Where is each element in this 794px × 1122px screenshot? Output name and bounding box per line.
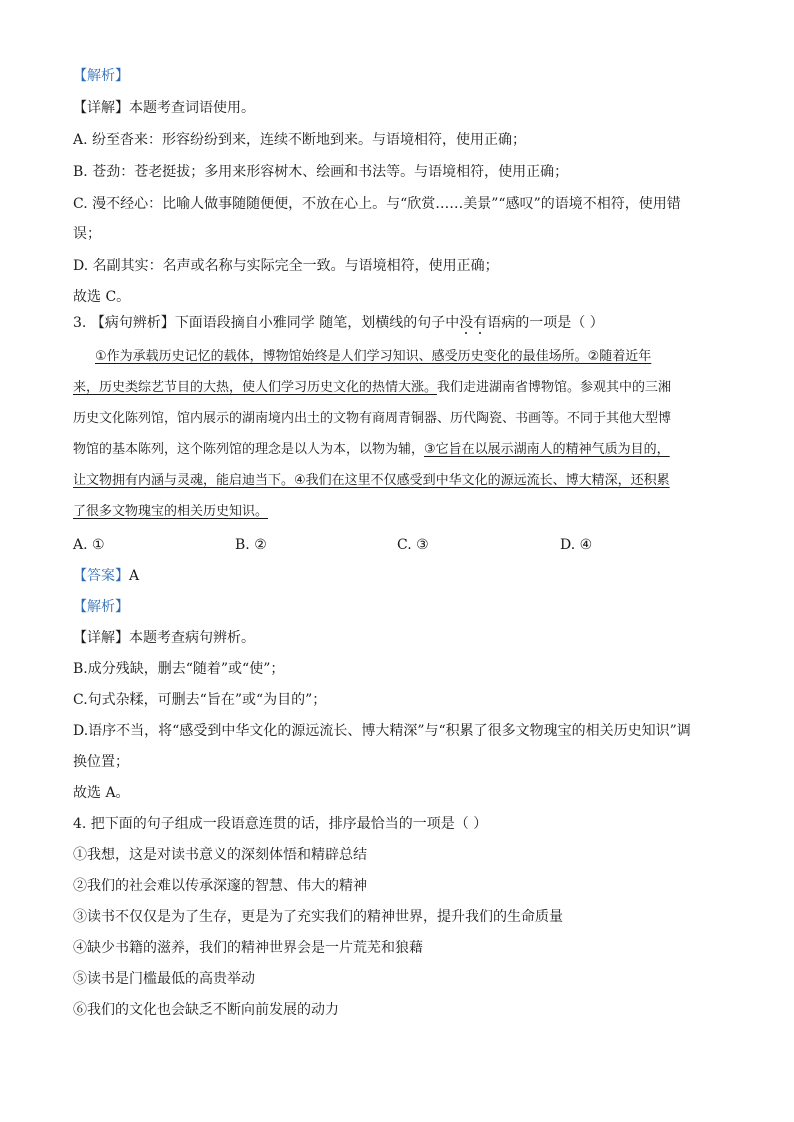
- detail-line: 【详解】本题考查病句辨析。: [73, 630, 255, 646]
- emphasis-char: 没: [459, 315, 474, 331]
- question-4-stem: 4. 把下面的句子组成一段语意连贯的话，排序最恰当的一项是（ ）: [73, 816, 488, 832]
- answer-line: [73, 566, 733, 586]
- answer-tag: 【答案】: [73, 568, 129, 584]
- option-a: A. ①: [73, 537, 105, 553]
- sentence-item: ②我们的社会难以传承深邃的智慧、伟大的精神: [73, 878, 367, 894]
- passage-line: [73, 440, 670, 460]
- answer-value: A: [129, 568, 140, 584]
- detail-line: 【详解】本题考查词语使用。: [73, 100, 255, 116]
- explanation-d: D. 名副其实：名声或名称与实际完全一致。与语境相符，使用正确；: [73, 258, 499, 274]
- explanation-d-cont: 换位置；: [73, 754, 129, 770]
- stem-text-a: 下面语段摘自小雅同学 随笔，划横线的句子中: [174, 315, 460, 331]
- underlined-sentence: ④我们在这里不仅感受到中华文化的源远流长、博大精深，还积累: [294, 473, 670, 488]
- explanation-c: C.句式杂糅，可删去“旨在”或“为目的”；: [73, 692, 327, 708]
- underlined-sentence: ①作为承载历史记忆的载体，博物馆始终是人们学习知识、感受历史变化的最佳场所。②随着近年: [95, 349, 652, 364]
- analysis-tag: 【解析】: [73, 599, 129, 615]
- emphasis-char: 有: [473, 315, 488, 331]
- stem-text-b: 语病的一项是（ ）: [487, 315, 604, 331]
- sentence-item: ⑤读书是门槛最低的高贵举动: [73, 971, 255, 987]
- explanation-b: B. 苍劲：苍老挺拔；多用来形容树木、绘画和书法等。与语境相符，使用正确；: [73, 164, 569, 180]
- explanation-c: C. 漫不经心：比喻人做事随随便便，不放在心上。与“欣赏……美景”“感叹”的语境不相符，使用错: [73, 196, 681, 212]
- passage-line: [73, 502, 268, 522]
- passage-text: 物馆的基本陈列，这个陈列馆的理念是以人为本，以物为辅，: [73, 442, 425, 457]
- explanation-d: D.语序不当，将“感受到中华文化的源远流长、博大精深”与“积累了很多文物瑰宝的相关历史知识”调: [73, 723, 691, 739]
- question-category: 【病句辨析】: [90, 315, 175, 331]
- passage-line: [73, 471, 670, 491]
- sentence-item: ①我想，这是对读书意义的深刻体悟和精辟总结: [73, 847, 367, 863]
- sentence-item: ③读书不仅仅是为了生存，更是为了充实我们的精神世界，提升我们的生命质量: [73, 909, 563, 925]
- underlined-sentence: ③它旨在以展示湖南人的精神气质为目的，: [424, 442, 670, 457]
- option-c: C. ③: [397, 537, 429, 553]
- option-d: D. ④: [560, 537, 593, 553]
- emphasized-word: [459, 315, 487, 331]
- sentence-item: ④缺少书籍的滋养，我们的精神世界会是一片荒芜和狼藉: [73, 940, 423, 956]
- conclusion: 故选 C。: [73, 289, 131, 305]
- explanation-a: A. 纷至沓来：形容纷纷到来，连续不断地到来。与语境相符，使用正确；: [73, 132, 527, 148]
- conclusion: 故选 A。: [73, 785, 130, 801]
- underlined-sentence: 让文物拥有内涵与灵魂，能启迪当下。: [73, 473, 295, 488]
- analysis-tag: 【解析】: [73, 68, 129, 84]
- passage-line: [73, 378, 671, 398]
- option-b: B. ②: [235, 537, 267, 553]
- explanation-b: B.成分残缺，删去“随着”或“使”；: [73, 661, 285, 677]
- passage-text: 我们走进湖南省博物馆。参观其中的三湘: [437, 380, 672, 395]
- passage-line: [95, 347, 651, 367]
- question-number: 3.: [73, 315, 91, 331]
- passage-line: 历史文化陈列馆，馆内展示的湖南境内出土的文物有商周青铜器、历代陶瓷、书画等。不同于其他大型博: [73, 411, 672, 426]
- underlined-sentence: 了很多文物瑰宝的相关历史知识。: [73, 504, 269, 519]
- underlined-sentence: 来，历史类综艺节目的大热，使人们学习历史文化的热情大涨。: [73, 380, 438, 395]
- sentence-item: ⑥我们的文化也会缺乏不断向前发展的动力: [73, 1002, 339, 1018]
- question-3-stem: [73, 313, 733, 333]
- explanation-c-cont: 误；: [73, 226, 101, 242]
